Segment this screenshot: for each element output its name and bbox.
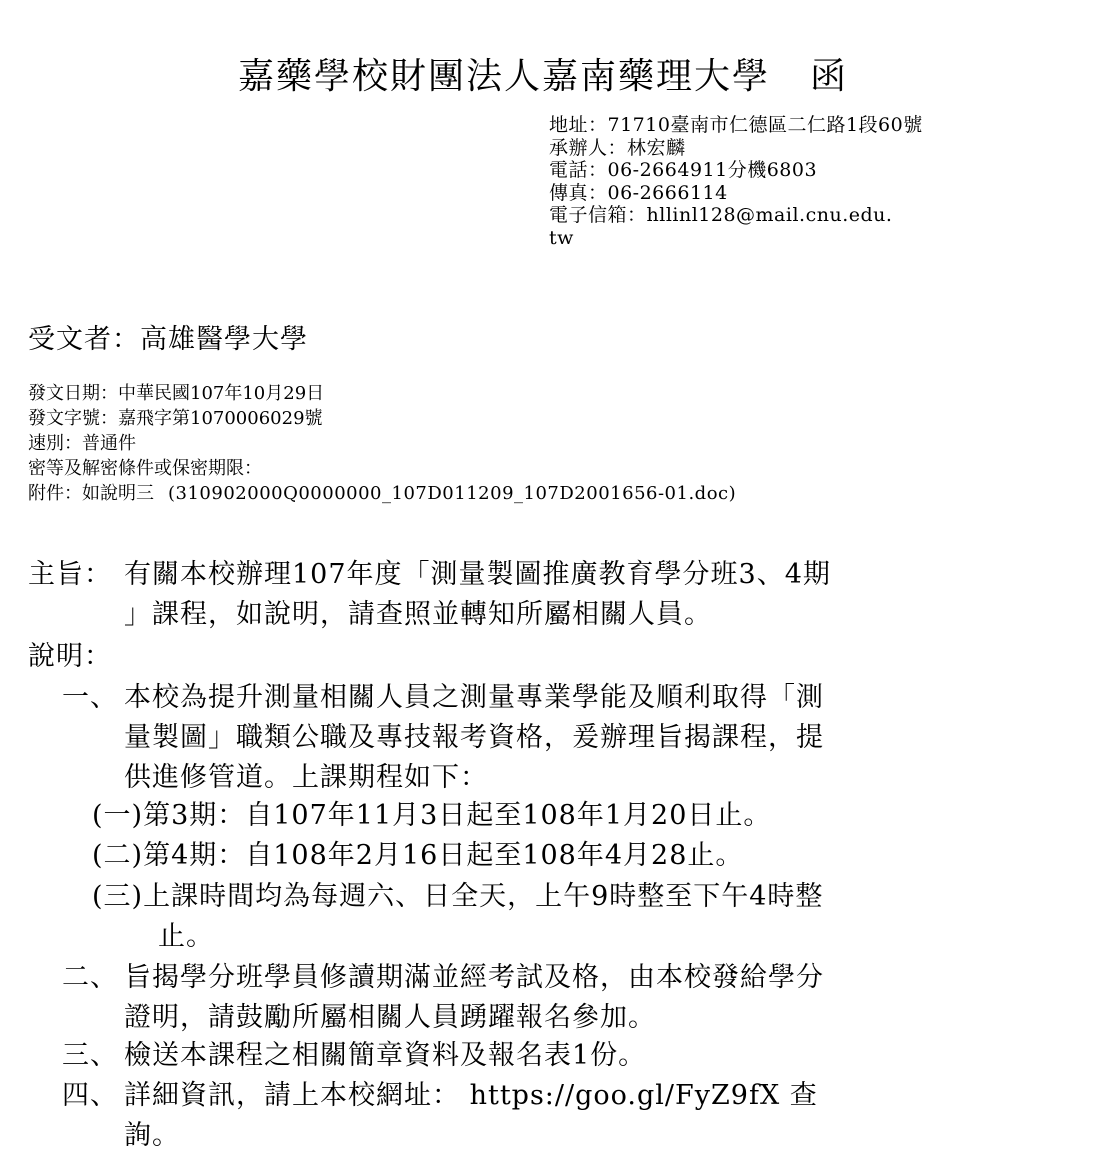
contact-email-cont: tw — [549, 226, 574, 249]
item-line: 量製圖」職類公職及專技報考資格，爰辦理旨揭課程，提 — [124, 722, 824, 753]
contact-fax: 傳真：06-2666114 — [549, 181, 728, 204]
secrecy-level: 密等及解密條件或保密期限： — [28, 458, 262, 479]
website-line: 詳細資訊，請上本校網址： https://goo.gl/FyZ9fX 查 — [124, 1080, 818, 1111]
attachment-label: 附件：如說明三 — [28, 483, 154, 504]
item-line: 本校為提升測量相關人員之測量專業學能及順利取得「測 — [124, 682, 824, 713]
sub-item: (三)上課時間均為每週六、日全天，上午9時整至下午4時整 — [92, 881, 824, 912]
item-number: 四、 — [62, 1080, 118, 1111]
sub-item: (二)第4期：自108年2月16日起至108年4月28止。 — [92, 840, 744, 871]
contact-email: 電子信箱：hllinl128@mail.cnu.edu. — [549, 204, 893, 226]
explanation-label: 說明： — [28, 641, 112, 672]
issue-number: 發文字號：嘉飛字第1070006029號 — [28, 408, 323, 429]
sub-item-cont: 止。 — [158, 921, 214, 952]
subject-line: 」課程，如說明，請查照並轉知所屬相關人員。 — [124, 599, 712, 630]
item-line: 證明，請鼓勵所屬相關人員踴躍報名參加。 — [124, 1002, 656, 1033]
item-line: 詢。 — [124, 1120, 180, 1151]
item-line: 供進修管道。上課期程如下： — [124, 762, 488, 793]
contact-address: 地址：71710臺南市仁德區二仁路1段60號 — [549, 114, 923, 136]
issue-date: 發文日期：中華民國107年10月29日 — [28, 383, 325, 404]
contact-handler: 承辦人：林宏麟 — [549, 136, 686, 159]
contact-block — [549, 114, 923, 249]
sub-item: (一)第3期：自107年11月3日起至108年1月20日止。 — [92, 800, 772, 831]
meta-block — [28, 381, 736, 506]
attachment — [28, 481, 736, 506]
subject-line: 有關本校辦理107年度「測量製圖推廣教育學分班3、4期 — [124, 559, 831, 590]
item-number: 三、 — [62, 1040, 118, 1071]
recipient: 受文者：高雄醫學大學 — [28, 324, 308, 355]
item-number: 一、 — [62, 682, 118, 713]
contact-phone: 電話：06-2664911分機6803 — [549, 159, 818, 181]
item-line: 檢送本課程之相關簡章資料及報名表1份。 — [124, 1040, 647, 1071]
item-line: 旨揭學分班學員修讀期滿並經考試及格，由本校發給學分 — [124, 962, 824, 993]
doc-type: 函 — [810, 56, 849, 97]
item-number: 二、 — [62, 962, 118, 993]
subject-label: 主旨： — [28, 559, 112, 590]
delivery-speed: 速別：普通件 — [28, 433, 136, 454]
document-title — [238, 48, 848, 99]
attachment-file-link[interactable]: (310902000Q0000000_107D011209_107D2001656-01.doc) — [168, 483, 737, 504]
org-title: 嘉藥學校財團法人嘉南藥理大學 — [238, 56, 771, 97]
